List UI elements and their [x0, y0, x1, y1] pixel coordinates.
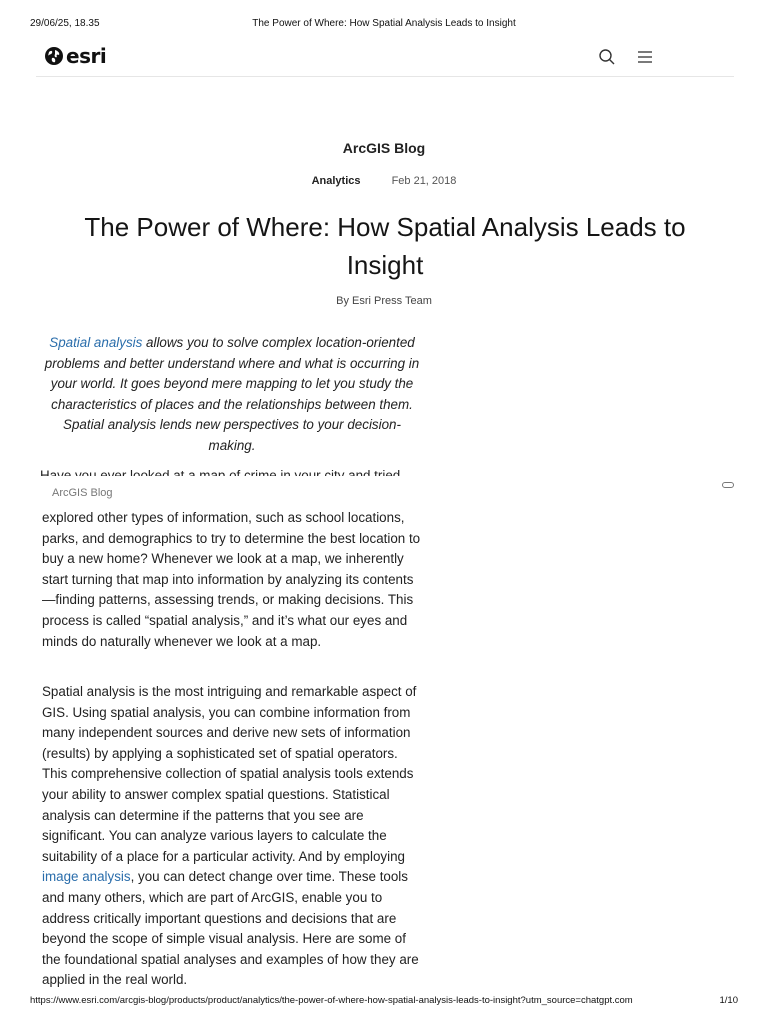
globe-icon — [44, 46, 64, 66]
article-intro — [40, 333, 424, 457]
intro-text: allows you to solve complex location-oriented problems and better understand where and what is occurring in your world. It goes beyond mere mapping to let you study the characteristics of places and the relationships between them. Spatial analysis lends new perspectives to your decision-making. — [44, 335, 420, 453]
image-analysis-link[interactable]: image analysis — [42, 869, 131, 885]
spatial-analysis-link[interactable]: Spatial analysis — [49, 335, 143, 350]
paragraph-2-text-start: Spatial analysis is the most intriguing and remarkable aspect of GIS. Using spatial analysis, you can combine information from many independent sources and derive new sets of information (results) by applying a sophisticated set of spatial operators. This comprehensive collection of spatial analysis tools extends your ability to answer complex spatial questions. Statistical analysis can determine if the patterns that you see are significant. You can analyze various layers to calculate the suitability of a place for a particular activity. And by employing — [42, 684, 417, 864]
sticky-blog-bar — [36, 476, 740, 512]
page-number: 1/10 — [719, 995, 738, 1006]
paragraph-2-text-end: , you can detect change over time. These tools and many others, which are part of ArcGIS, enable you to address critically important questions and decisions that are beyond the scope of simple visual analysis. Here are some of the foundational spatial analyses and examples of how they are applied in the real world. — [42, 869, 419, 988]
paragraph-2 — [42, 682, 426, 991]
category-link[interactable]: Analytics — [311, 175, 361, 187]
article-meta — [0, 175, 768, 187]
byline[interactable]: By Esri Press Team — [336, 295, 432, 307]
print-title: The Power of Where: How Spatial Analysis Leads to Insight — [252, 18, 516, 29]
obscured-text-line — [40, 460, 424, 474]
article-title: The Power of Where: How Spatial Analysis Leads to Insight — [84, 212, 686, 280]
esri-logo[interactable] — [44, 46, 106, 66]
print-url: https://www.esri.com/arcgis-blog/products/product/analytics/the-power-of-where-how-spatial-analysis-leads-to-insight?utm_source=chatgpt.com — [30, 995, 633, 1006]
logo-text: esri — [66, 44, 107, 68]
blog-name[interactable]: ArcGIS Blog — [342, 140, 426, 156]
site-navbar — [36, 36, 734, 77]
nav-icons — [598, 48, 654, 66]
print-date: 29/06/25, 18.35 — [30, 18, 100, 29]
search-icon[interactable] — [598, 48, 616, 66]
toggle-icon[interactable] — [722, 482, 734, 488]
sticky-blog-label[interactable]: ArcGIS Blog — [52, 487, 113, 499]
publish-date: Feb 21, 2018 — [391, 175, 457, 187]
paragraph-1: explored other types of information, such as school locations, parks, and demographics to try to determine the best location to buy a new home? Whenever we look at a map, we inherently start turning that map into information by analyzing its contents—finding patterns, assessing trends, or making decisions. This process is called “spatial analysis,” and it’s what our eyes and minds do naturally whenever we look at a map. — [42, 510, 421, 649]
hamburger-menu-icon[interactable] — [636, 48, 654, 66]
